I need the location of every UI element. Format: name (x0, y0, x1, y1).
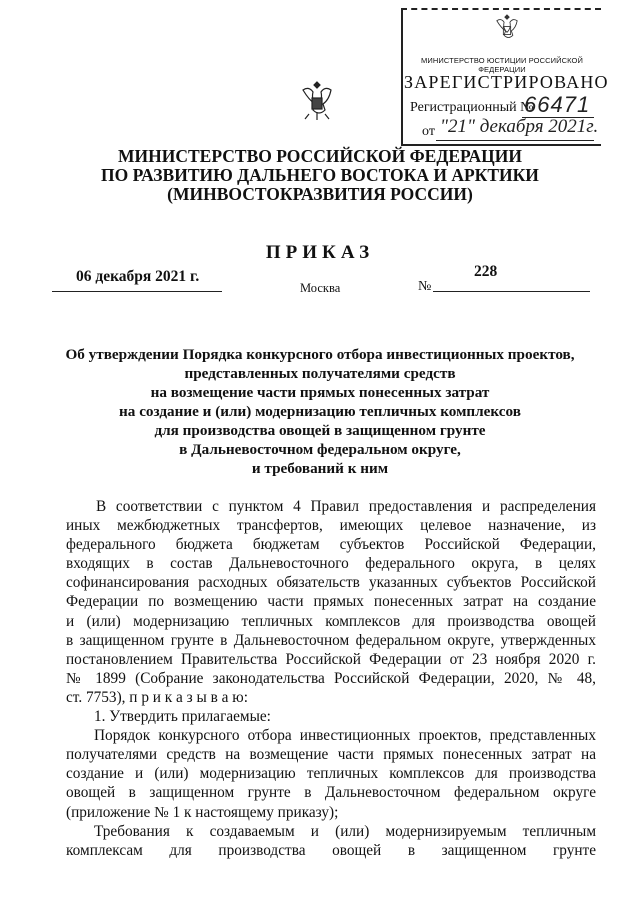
body-line: Федерации по возмещению части прямых понесенных затрат на создание (66, 593, 596, 611)
body-line: входящих в состав Дальневосточного федерального округа, в целях (66, 555, 596, 573)
ministry-name-line-3: (МИНВОСТОКРАЗВИТИЯ РОССИИ) (167, 184, 473, 204)
ministry-name-line-2: ПО РАЗВИТИЮ ДАЛЬНЕГО ВОСТОКА И АРКТИКИ (101, 165, 539, 185)
stamp-reg-number: 66471 (524, 92, 591, 117)
order-number: 228 (474, 263, 498, 280)
body-line: иных межбюджетных трансфертов, имеющих целевое назначение, из (66, 517, 596, 535)
stamp-reg-number-label: Регистрационный № (410, 100, 534, 115)
body-line: комплексам для производства овощей в защищенном грунте (66, 841, 596, 859)
order-body (66, 497, 596, 860)
body-line: в защищенном грунте в Дальневосточном федеральном округе, утвержденных (66, 631, 596, 649)
stamp-date-value: "21" декабря 2021г. (440, 116, 599, 137)
title-line: на возмещение части прямых понесенных затрат (150, 384, 490, 401)
stamp-ministry-name: МИНИСТЕРСТВО ЮСТИЦИИ РОССИЙСКОЙ ФЕДЕРАЦИИ (421, 56, 583, 74)
title-line: в Дальневосточном федеральном округе, (179, 441, 461, 458)
title-line: Об утверждении Порядка конкурсного отбора инвестиционных проектов, (65, 346, 575, 363)
list-item: 1. Утвердить прилагаемые: (94, 708, 271, 726)
title-line: на создание и (или) модернизацию тепличных комплексов (119, 403, 521, 420)
body-line: и (или) модернизацию тепличных комплексов для производства овощей (66, 612, 596, 630)
body-line: ст. 7753), п р и к а з ы в а ю: (66, 688, 248, 706)
stamp-emblem-icon (492, 12, 522, 44)
ministry-name-line-1: МИНИСТЕРСТВО РОССИЙСКОЙ ФЕДЕРАЦИИ (118, 146, 522, 166)
order-title (60, 345, 580, 478)
body-line: получателями средств на возмещение части прямых понесенных затрат на (66, 746, 596, 764)
body-line: создание и (или) модернизацию тепличных комплексов для производства (66, 765, 596, 783)
body-line: Требования к создаваемым и (или) модернизируемым тепличным (94, 822, 596, 840)
stamp-registered: ЗАРЕГИСТРИРОВАНО (404, 72, 609, 92)
body-line: софинансирования расходных обязательств указанных субъектов Российской (66, 574, 596, 592)
body-line: В соответствии с пунктом 4 Правил предоставления и распределения (96, 498, 596, 515)
order-number-sign: № (418, 279, 432, 294)
stamp-date-underline (436, 140, 594, 141)
body-line: № 1899 (Собрание законодательства Российской Федерации, 2020, № 48, (66, 669, 596, 687)
title-line: представленных получателями средств (184, 365, 456, 382)
document-type-heading: ПРИКАЗ (265, 242, 375, 263)
body-line: федерального бюджета бюджетам субъектов Российской Федерации, (66, 536, 596, 554)
body-line: Порядок конкурсного отбора инвестиционных проектов, представленных (94, 727, 596, 745)
order-number-underline (433, 291, 590, 292)
body-line: (приложение № 1 к настоящему приказу); (66, 803, 339, 821)
stamp-date-label: от (422, 124, 435, 139)
order-city: Москва (300, 281, 341, 295)
order-date-underline (52, 291, 222, 292)
title-line: для производства овощей в защищенном грунте (154, 422, 486, 439)
title-line: и требований к ним (251, 460, 389, 477)
coat-of-arms-emblem (297, 78, 337, 122)
body-line: постановлением Правительства Российской Федерации от 23 ноября 2020 г. (66, 650, 596, 668)
order-date: 06 декабря 2021 г. (76, 268, 200, 285)
body-line: овощей в защищенном грунте в Дальневосточном федеральном округе (66, 784, 596, 802)
